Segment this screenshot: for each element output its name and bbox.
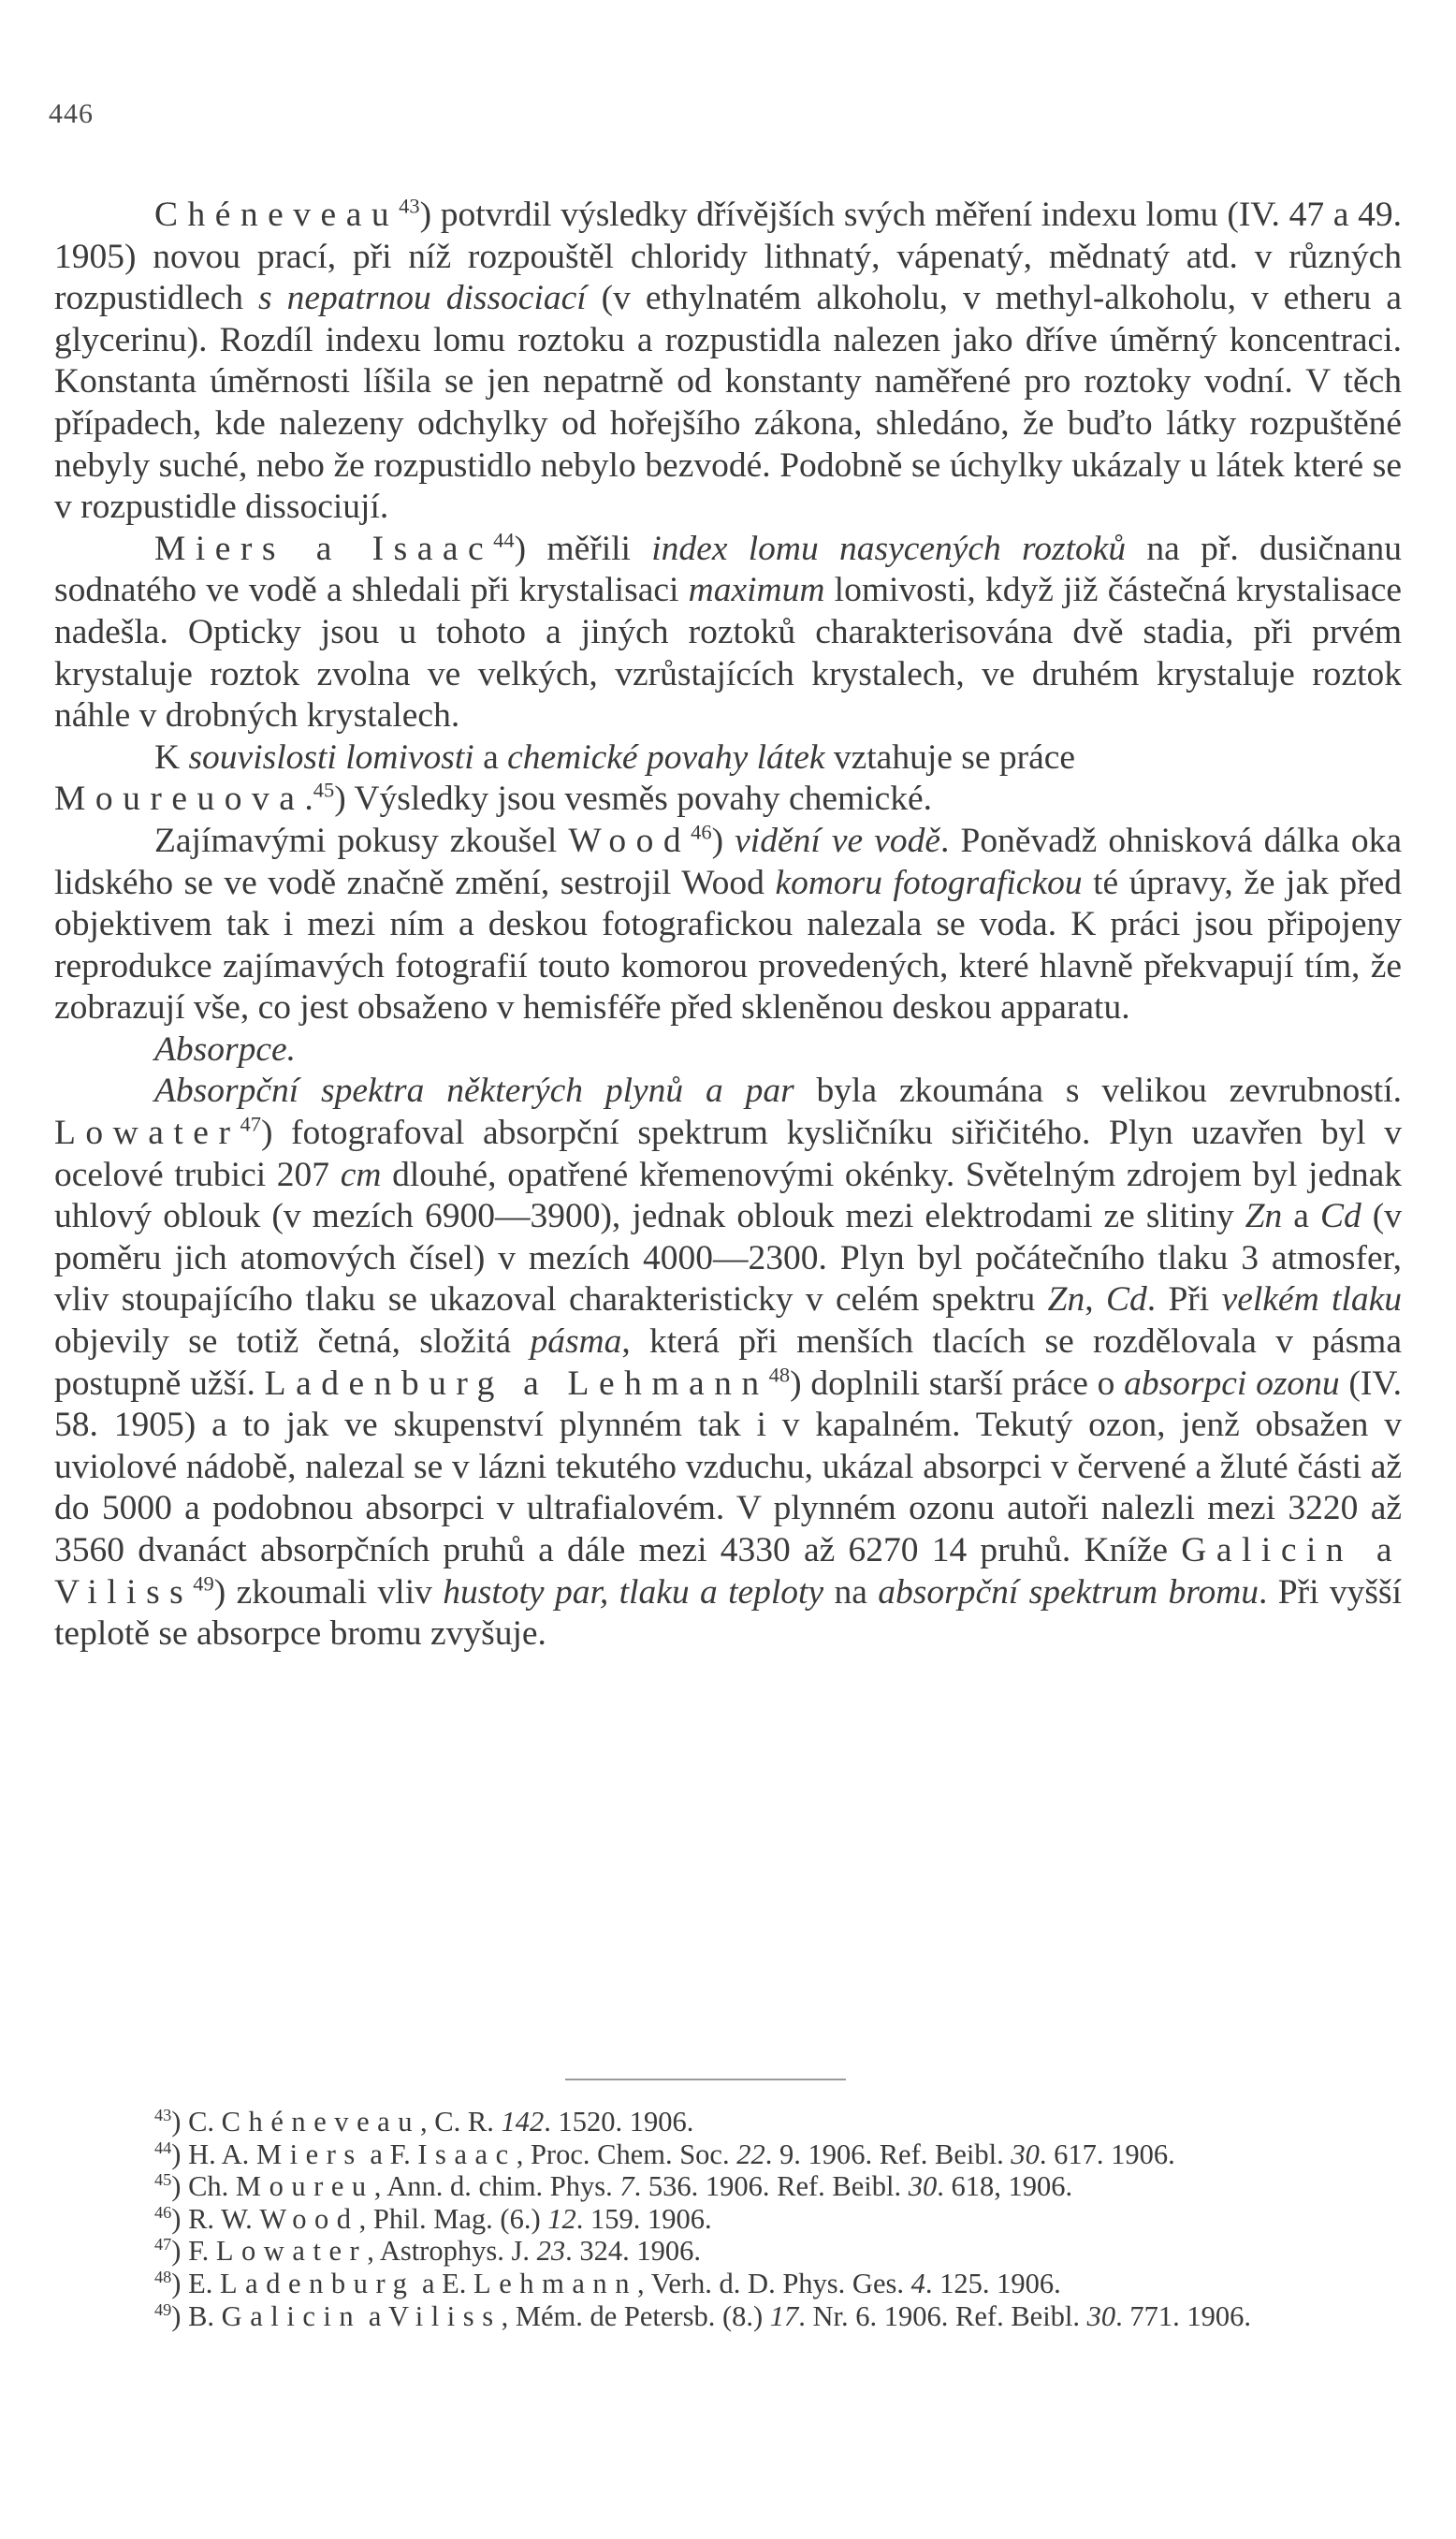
- footnote: [54, 2106, 1402, 2138]
- text-segment: ) potvrdil výsledky dřívějších svých měření indexu lomu (IV. 47 a 49. 1905) novou prací, při níž rozpouštěl chloridy lithnatý, vápenatý, mědnatý atd. v různých rozpustidlech: [54, 196, 1402, 318]
- text-segment: ) Výsledky jsou vesměs povahy chemické.: [334, 780, 933, 819]
- text-segment: ) F.: [171, 2235, 216, 2268]
- emphasis-text: Absorpční spektra některých plynů a par: [154, 1072, 794, 1111]
- footnote: [54, 2300, 1402, 2333]
- author-name: Ladenburg: [219, 2267, 415, 2299]
- text-segment: ,: [1085, 1280, 1106, 1320]
- footnote: [54, 2268, 1402, 2300]
- text-segment: (v ethylnatém alkoholu, v methyl-alkoholu, v etheru a glycerinu). Rozdíl indexu lomu roztoku a rozpustidla nalezen jako dříve úměrný koncentraci. Konstanta úměrnosti líšila se jen nepatrně od konstanty naměřené pro roztoky vodní. V těch případech, kde nalezeny odchylky od hořejšího zákona, shledáno, že buďto látky rozpuštěné nebyly suché, nebo že rozpustidlo nebylo bezvodé. Podobně se úchylky ukázaly u látek které se v rozpustidle dissociují.: [54, 279, 1402, 527]
- footnote-reference: 48: [768, 1363, 791, 1387]
- text-segment: a F.: [362, 2138, 418, 2170]
- text-segment: . 125. 1906.: [925, 2267, 1061, 2299]
- author-name: Viliss: [388, 2299, 502, 2332]
- author-name: Galicin: [221, 2299, 362, 2332]
- emphasis-text: 4: [910, 2267, 925, 2299]
- text-segment: ) H. A.: [171, 2138, 256, 2170]
- author-name: Lowater: [215, 2235, 368, 2268]
- text-segment: . 771. 1906.: [1115, 2299, 1252, 2332]
- text-segment: . 159. 1906.: [575, 2202, 712, 2235]
- emphasis-text: pásma: [530, 1322, 622, 1362]
- text-segment: , Mém. de Petersb. (8.): [501, 2299, 770, 2332]
- text-segment: lomivosti, když již částečná krystalisace nadešla. Opticky jsou u tohoto a jiných roztoků charakterisována dvě stadia, při prvém krystaluje roztok zvolna ve velkých, vzrůstajících krystalech, ve druhém krystaluje roztok náhle v drobných krystalech.: [54, 571, 1403, 736]
- text-segment: , která při menších tlacích se rozdělovala v pásma postupně užší.: [54, 1322, 1402, 1403]
- paragraph: [54, 1071, 1402, 1655]
- footnotes: [54, 2106, 1402, 2332]
- text-segment: objevily se totiž četná, složitá: [54, 1322, 531, 1362]
- emphasis-text: 142: [501, 2106, 545, 2138]
- section-paragraphs: [54, 1071, 1402, 1655]
- emphasis-text: 23: [536, 2235, 566, 2268]
- emphasis-text: souvislosti lomivosti: [188, 737, 474, 777]
- text-segment: , Verh. d. D. Phys. Ges.: [637, 2267, 911, 2299]
- text-segment: . 617. 1906.: [1039, 2138, 1175, 2170]
- emphasis-text: 22: [736, 2138, 765, 2170]
- emphasis-text: 30: [1086, 2299, 1116, 2332]
- footnote-reference: 49: [154, 2299, 172, 2319]
- text-segment: , Phil. Mag. (6.): [358, 2202, 548, 2235]
- emphasis-text: 17: [769, 2299, 799, 2332]
- author-name: Wood: [568, 821, 692, 860]
- text-segment: , Proc. Chem. Soc.: [516, 2138, 737, 2170]
- footnote-reference: 49: [193, 1571, 214, 1596]
- text-segment: ) C.: [171, 2106, 222, 2138]
- text-segment: . Nr. 6. 1906. Ref. Beibl.: [798, 2299, 1087, 2332]
- text-segment: a: [361, 2299, 389, 2332]
- emphasis-text: maximum: [688, 571, 825, 610]
- author-name: Miers: [255, 2138, 363, 2170]
- paragraph: [54, 529, 1402, 737]
- text-segment: . 324. 1906.: [565, 2235, 701, 2268]
- emphasis-text: 7: [619, 2170, 634, 2203]
- author-name: Moureu: [235, 2170, 374, 2203]
- text-segment: (v poměru jich atomových čísel) v mezích 4000—2300. Plyn byl počátečního tlaku 3 atmosfer, vliv stoupajícího tlaku se ukazoval charakteristicky v celém spektru: [54, 1197, 1402, 1320]
- text-segment: na př. dusičnanu sodnatého ve vodě a shledali při krystalisaci: [54, 529, 1403, 610]
- body-text: [54, 195, 1402, 1656]
- author-name: Lehmann: [473, 2267, 638, 2299]
- author-name: Chéneveau: [154, 196, 400, 234]
- footnote-reference: 46: [691, 820, 712, 844]
- text-segment: dlouhé, opatřené křemenovými okénky. Světelným zdrojem byl jednak uhlový oblouk (v mezích 6900—3900), jednak oblouk mezi elektrodami ze slitiny: [54, 1155, 1402, 1236]
- footnote: [54, 2170, 1402, 2203]
- footnote-reference: 44: [154, 2138, 172, 2157]
- emphasis-text: 12: [547, 2202, 576, 2235]
- emphasis-text: absorpci ozonu: [1124, 1364, 1340, 1403]
- paragraph: [54, 195, 1402, 529]
- emphasis-text: Zn: [1245, 1197, 1283, 1236]
- text-segment: . Při: [1146, 1280, 1222, 1320]
- footnote-reference: 46: [154, 2202, 172, 2222]
- emphasis-text: 30: [1011, 2138, 1040, 2170]
- emphasis-text: hustoty par, tlaku a teploty: [443, 1572, 824, 1612]
- footnote: [54, 2203, 1402, 2236]
- footnote: [54, 2235, 1402, 2268]
- text-segment: ): [711, 821, 735, 860]
- text-segment: ) doplnili starší práce o: [790, 1364, 1125, 1403]
- emphasis-text: Cd: [1105, 1280, 1147, 1320]
- text-segment: ) E.: [171, 2267, 220, 2299]
- text-segment: . 9. 1906. Ref. Beibl.: [764, 2138, 1012, 2170]
- emphasis-text: index lomu nasycených roztoků: [651, 529, 1127, 568]
- text-segment: a: [473, 737, 508, 777]
- author-name: Miers a Isaac: [154, 529, 494, 568]
- text-segment: ) fotografoval absorpční spektrum kysličníku siřičitého. Plyn uzavřen byl v ocelové trubici 207: [54, 1114, 1402, 1194]
- page-number: 446: [49, 98, 94, 129]
- text-segment: byla zkoumána s velikou zevrubností.: [794, 1072, 1402, 1111]
- text-segment: ) zkoumali vliv: [213, 1572, 444, 1612]
- emphasis-text: vidění ve vodě: [735, 821, 941, 860]
- text-segment: ) měřili: [514, 529, 652, 568]
- footnote-reference: 43: [154, 2105, 172, 2124]
- author-name: Moureuova: [54, 780, 305, 819]
- emphasis-text: Cd: [1319, 1197, 1361, 1236]
- text-segment: Zajímavými pokusy zkoušel: [154, 821, 569, 860]
- text-segment: , Ann. d. chim. Phys.: [373, 2170, 620, 2203]
- text-segment: vztahuje se práce: [824, 737, 1076, 777]
- text-segment: (IV. 58. 1905) a to jak ve skupenství plynném tak i v kapalném. Tekutý ozon, jenž obsažen v uviolové nádobě, nalezal se v lázni tekutého vzduchu, ukázal absorpci v červené a žluté části až do 5000 a podobnou absorpci v ultrafialovém. V plynném ozonu autoři nalezli mezi 3220 až 3560 dvanáct absorpčních pruhů a dále mezi 4330 až 6270 14 pruhů. Kníže: [54, 1364, 1402, 1569]
- footnote-reference: 45: [154, 2170, 172, 2190]
- text-segment: . 618, 1906.: [937, 2170, 1073, 2203]
- text-segment: ) R. W.: [171, 2202, 260, 2235]
- text-segment: . Při vyšší teplotě se absorpce bromu zvyšuje.: [54, 1572, 1403, 1654]
- emphasis-text: komoru fotografickou: [775, 863, 1083, 902]
- text-segment: . 1520. 1906.: [544, 2106, 694, 2138]
- paragraph: [54, 779, 1402, 821]
- text-segment: K: [154, 737, 189, 777]
- footnote-reference: 43: [399, 194, 420, 218]
- text-segment: , Astrophys. J.: [367, 2235, 537, 2268]
- footnote-reference: 48: [154, 2267, 172, 2286]
- emphasis-text: s nepatrnou dissociací: [258, 279, 587, 318]
- author-name: Lowater: [54, 1114, 240, 1153]
- author-name: Wood: [259, 2202, 359, 2235]
- footnote-reference: 45: [313, 778, 335, 802]
- emphasis-text: chemické povahy látek: [507, 737, 825, 777]
- footnote: [54, 2138, 1402, 2171]
- text-segment: na: [823, 1572, 879, 1612]
- emphasis-text: 30: [908, 2170, 938, 2203]
- text-segment: a: [1282, 1197, 1320, 1236]
- author-name: Isaac: [417, 2138, 517, 2170]
- text-segment: , C. R.: [420, 2106, 502, 2138]
- emphasis-text: velkém tlaku: [1221, 1280, 1402, 1320]
- text-segment: . 536. 1906. Ref. Beibl.: [633, 2170, 909, 2203]
- emphasis-text: cm: [340, 1155, 382, 1194]
- paragraph: [54, 821, 1402, 1029]
- author-name: Chéneveau: [221, 2106, 421, 2138]
- text-segment: ) Ch.: [171, 2170, 236, 2203]
- paragraph: [54, 737, 1402, 780]
- emphasis-text: absorpční spektrum bromu: [878, 1572, 1259, 1612]
- author-name: Ladenburg a Lehmann: [264, 1364, 769, 1403]
- text-segment: a E.: [415, 2267, 474, 2299]
- intro-paragraphs: [54, 195, 1402, 1029]
- footnote-reference: 47: [154, 2235, 172, 2254]
- text-segment: . Poněvadž ohnisková dálka oka lidského se ve vodě značně změní, sestrojil Wood: [54, 821, 1402, 902]
- emphasis-text: Zn: [1047, 1280, 1085, 1320]
- footnote-divider: [565, 2079, 846, 2080]
- text-segment: té úpravy, že jak před objektivem tak i mezi ním a deskou fotografickou nalezala se voda. K práci jsou připojeny reprodukce zajímavých fotografií touto komorou provedených, které hlavně překvapují tím, že zobrazují vše, co jest obsaženo v hemisféře před skleněnou deskou apparatu.: [54, 863, 1402, 1028]
- footnote-reference: 47: [240, 1112, 261, 1136]
- text-segment: .: [304, 780, 313, 819]
- footnote-reference: 44: [493, 528, 515, 552]
- author-name: Galicin a Viliss: [54, 1531, 1402, 1612]
- section-heading: Absorpce.: [154, 1029, 297, 1069]
- text-segment: ) B.: [171, 2299, 222, 2332]
